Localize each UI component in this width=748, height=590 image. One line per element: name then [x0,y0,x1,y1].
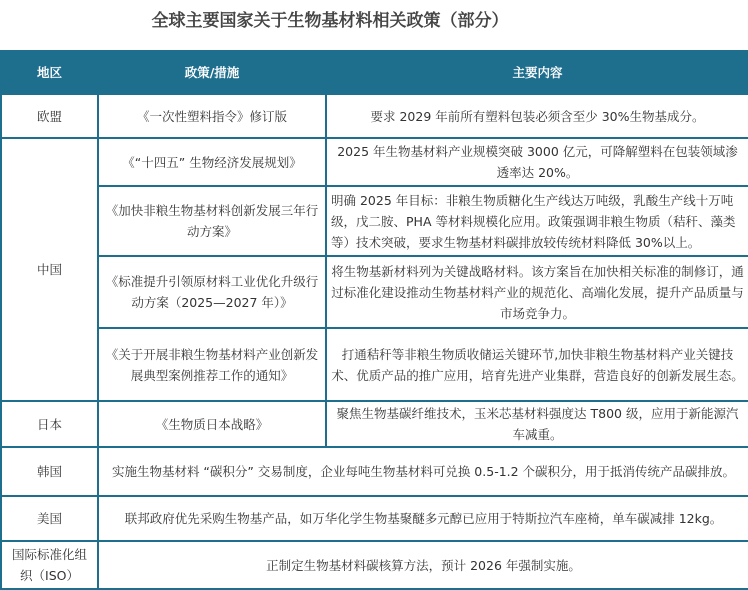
content-cell: 明确 2025 年目标：非粮生物质糖化生产线达万吨级，乳酸生产线十万吨级，戊二胺、PHA 等材料规模化应用。政策强调非粮生物质（秸秆、藻类等）技术突破，要求生物基材料碳排放较传统材料降低 30%以上。 [326,186,748,256]
region-cell: 美国 [1,496,98,541]
policy-cell: 《一次性塑料指令》修订版 [98,94,326,138]
header-content: 主要内容 [326,51,748,94]
table-row [1,447,748,496]
table-row [1,401,748,447]
header-policy: 政策/措施 [98,51,326,94]
policy-table [0,50,748,590]
table-header [1,51,748,94]
region-cell: 中国 [1,138,98,401]
content-cell: 联邦政府优先采购生物基产品，如万华化学生物基聚醚多元醇已应用于特斯拉汽车座椅，单车碳减排 12kg。 [98,496,748,541]
content-cell: 2025 年生物基材料产业规模突破 3000 亿元，可降解塑料在包装领域渗透率达 20%。 [326,138,748,186]
table-row [1,186,748,256]
policy-cell: 《“十四五” 生物经济发展规划》 [98,138,326,186]
policy-cell: 《关于开展非粮生物基材料产业创新发展典型案例推荐工作的通知》 [98,328,326,401]
table-row [1,541,748,589]
table-row [1,328,748,401]
policy-cell: 《生物质日本战略》 [98,401,326,447]
content-cell: 要求 2029 年前所有塑料包装必须含至少 30%生物基成分。 [326,94,748,138]
policy-cell: 《标准提升引领原材料工业优化升级行动方案（2025—2027 年）》 [98,256,326,328]
table-row [1,94,748,138]
content-cell: 正制定生物基材料碳核算方法，预计 2026 年强制实施。 [98,541,748,589]
table-row [1,138,748,186]
table-row [1,256,748,328]
header-region: 地区 [1,51,98,94]
page-title: 全球主要国家关于生物基材料相关政策（部分） [151,11,509,31]
region-cell: 国际标准化组织（ISO） [1,541,98,589]
content-cell: 聚焦生物基碳纤维技术，玉米芯基材料强度达 T800 级，应用于新能源汽车减重。 [326,401,748,447]
table-row [1,496,748,541]
policy-cell: 《加快非粮生物基材料创新发展三年行动方案》 [98,186,326,256]
content-cell: 将生物基新材料列为关键战略材料。该方案旨在加快相关标准的制修订，通过标准化建设推动生物基材料产业的规范化、高端化发展，提升产品质量与市场竞争力。 [326,256,748,328]
region-cell: 日本 [1,401,98,447]
region-cell: 欧盟 [1,94,98,138]
content-cell: 打通秸秆等非粮生物质收储运关键环节,加快非粮生物基材料产业关键技术、优质产品的推广应用，培育先进产业集群，营造良好的创新发展生态。 [326,328,748,401]
region-cell: 韩国 [1,447,98,496]
content-cell: 实施生物基材料 “碳积分” 交易制度，企业每吨生物基材料可兑换 0.5-1.2 个碳积分，用于抵消传统产品碳排放。 [98,447,748,496]
